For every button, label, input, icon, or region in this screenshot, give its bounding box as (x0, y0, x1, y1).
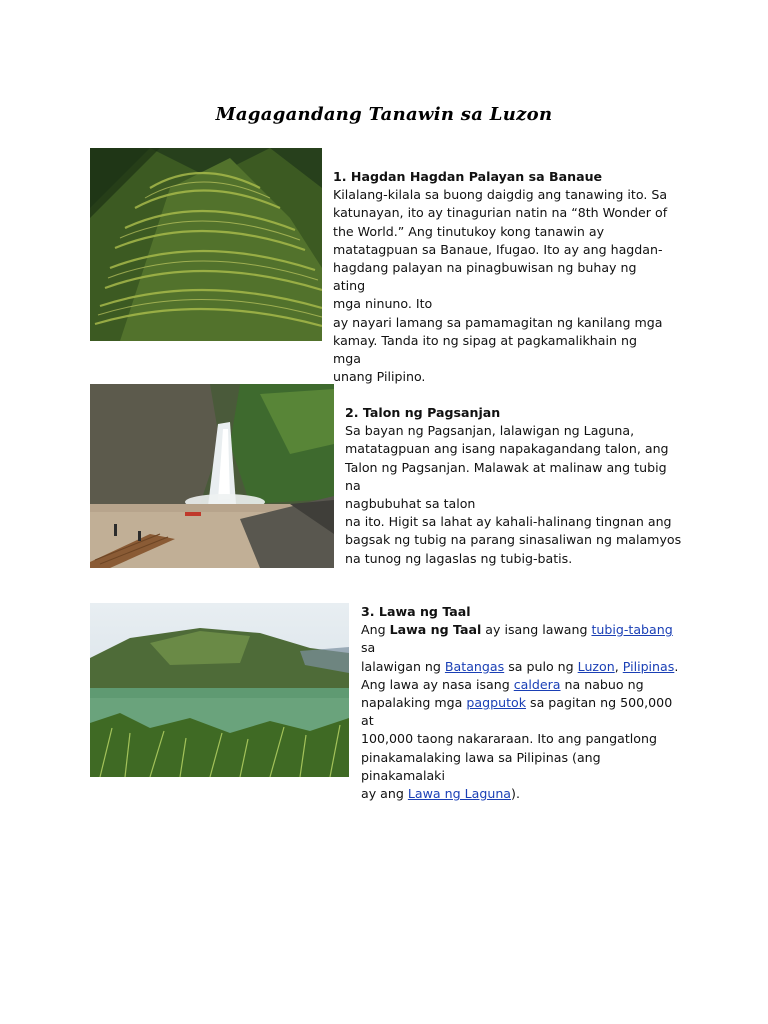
text-segment: sa (361, 640, 376, 656)
body-line (361, 676, 681, 694)
body-line: katunayan, ito ay tinagurian natin na “8th Wonder of (333, 205, 668, 221)
text-segment: sa pagitan ng 500,000 at (361, 695, 673, 729)
body-line (361, 785, 681, 803)
link-pilipinas[interactable]: Pilipinas (622, 658, 675, 674)
body-line: Talon ng Pagsanjan. Malawak at malinaw ang tubig na (345, 459, 667, 493)
text-segment: Ang (361, 622, 390, 638)
section-heading: 3. Lawa ng Taal (361, 604, 471, 619)
text-segment: ay ang (361, 786, 408, 802)
section-banaue (333, 168, 668, 386)
body-line: nagbubuhat sa talon (345, 496, 476, 512)
body-line: kamay. Tanda ito ng sipag at pagkamalikhain ng mga (333, 332, 637, 367)
body-line: na ito. Higit sa lahat ay kahali-halinang tingnan ang (345, 514, 672, 530)
pagsanjan-falls-photo (90, 384, 334, 568)
link-tubig-tabang[interactable]: tubig-tabang (591, 622, 673, 638)
body-line (361, 749, 681, 785)
body-line: the World.” Ang tinutukoy kong tanawin ay (333, 223, 605, 239)
text-segment: . (674, 658, 679, 674)
text-segment: napalaking mga (361, 695, 467, 711)
body-line (361, 621, 681, 657)
section-taal (361, 603, 681, 803)
body-line: matatagpuan sa Banaue, Ifugao. Ito ay ang hagdan- (333, 241, 663, 257)
body-line: matatagpuan ang isang napakagandang talon, ang (345, 441, 669, 457)
section-pagsanjan (345, 404, 685, 568)
text-segment: sa pulo ng (504, 658, 578, 674)
taal-lake-photo (90, 603, 349, 777)
page-title: Magagandang Tanawin sa Luzon (215, 104, 553, 125)
body-line: Kilalang-kilala sa buong daigdig ang tanawing ito. Sa (333, 187, 668, 203)
body-line: unang Pilipino. (333, 369, 426, 385)
link-batangas[interactable]: Batangas (444, 658, 505, 674)
section-heading: 1. Hagdan Hagdan Palayan sa Banaue (333, 169, 603, 184)
body-line: na tunog ng lagaslas ng tubig-batis. (345, 550, 573, 566)
link-luzon[interactable]: Luzon (577, 658, 615, 674)
body-line (361, 694, 681, 730)
rice-terraces-photo (90, 148, 322, 341)
body-line (361, 730, 681, 748)
body-line: ay nayari lamang sa pamamagitan ng kanilang mga (333, 314, 663, 330)
text-segment: ). (511, 786, 520, 802)
text-segment: 100,000 taong nakararaan. Ito ang pangatlong (361, 731, 657, 747)
body-line: Sa bayan ng Pagsanjan, lalawigan ng Laguna, (345, 423, 635, 439)
link-caldera[interactable]: caldera (513, 676, 561, 692)
text-segment: na nabuo ng (560, 676, 644, 692)
body-line: mga ninuno. Ito (333, 296, 433, 312)
text-segment: lalawigan ng (361, 658, 445, 674)
body-line (361, 658, 681, 676)
text-segment: ay isang lawang (481, 622, 592, 638)
text-segment: Ang lawa ay nasa isang (361, 676, 514, 692)
body-line: hagdang palayan na pinagbuwisan ng buhay ng ating (333, 260, 637, 294)
text-segment: pinakamalaking lawa sa Pilipinas (ang pinakamalaki (361, 749, 601, 783)
bold-term: Lawa ng Taal (389, 622, 482, 638)
body-line: bagsak ng tubig na parang sinasaliwan ng malamyos (345, 532, 682, 548)
link-lawa-ng-laguna[interactable]: Lawa ng Laguna (407, 786, 512, 802)
section-heading: 2. Talon ng Pagsanjan (345, 405, 501, 420)
text-segment: , (614, 658, 623, 674)
link-pagputok[interactable]: pagputok (466, 695, 527, 711)
